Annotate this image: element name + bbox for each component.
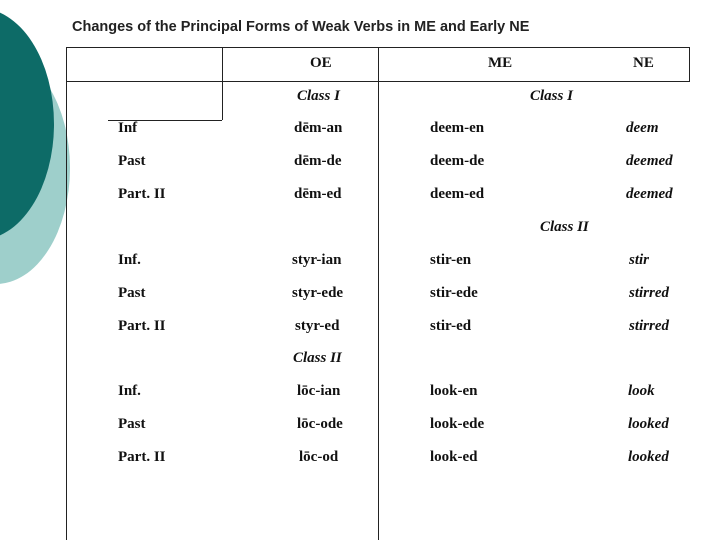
row-label: Inf: [118, 120, 138, 136]
me-form: look-en: [430, 383, 478, 399]
row-label: Part. II: [118, 449, 166, 465]
ne-form: look: [628, 383, 655, 399]
row-label: Past: [118, 416, 146, 432]
table-right-rule: [689, 47, 690, 81]
ne-form: deem: [626, 120, 659, 136]
table-left-rule: [66, 47, 67, 540]
oe-form: dēm-ed: [294, 186, 342, 202]
header-oe: OE: [310, 55, 332, 71]
row-label: Inf.: [118, 383, 141, 399]
row-label: Part. II: [118, 318, 166, 334]
me-form: stir-ede: [430, 285, 478, 301]
row-label: Inf.: [118, 252, 141, 268]
me-form: deem-de: [430, 153, 485, 169]
oe-form: lōc-ode: [297, 416, 343, 432]
header-ne: NE: [633, 55, 654, 71]
ne-form: deemed: [626, 186, 673, 202]
slide-title: Changes of the Principal Forms of Weak Verbs in ME and Early NE: [72, 19, 530, 35]
oe-form: lōc-ian: [297, 383, 341, 399]
oe-class2-label: Class II: [293, 350, 342, 366]
oe-form: lōc-od: [299, 449, 339, 465]
row-label: Part. II: [118, 186, 166, 202]
me-form: look-ede: [430, 416, 485, 432]
ne-form: stirred: [629, 318, 670, 334]
me-form: deem-ed: [430, 186, 485, 202]
oe-form: dēm-de: [294, 153, 342, 169]
oe-column-rule: [222, 47, 223, 120]
me-form: stir-en: [430, 252, 472, 268]
ne-form: deemed: [626, 153, 673, 169]
oe-form: styr-ede: [292, 285, 344, 301]
me-form: deem-en: [430, 120, 485, 136]
oe-form: dēm-an: [294, 120, 343, 136]
me-class1-label: Class I: [530, 88, 573, 104]
me-form: look-ed: [430, 449, 478, 465]
me-column-rule: [378, 47, 379, 540]
oe-class1-label: Class I: [297, 88, 340, 104]
me-class2-label: Class II: [540, 219, 589, 235]
me-form: stir-ed: [430, 318, 472, 334]
row-label: Past: [118, 153, 146, 169]
oe-form: styr-ed: [295, 318, 340, 334]
ne-form: stirred: [629, 285, 670, 301]
ne-form: looked: [628, 449, 669, 465]
header-me: ME: [488, 55, 513, 71]
ne-form: looked: [628, 416, 669, 432]
ne-form: stir: [629, 252, 650, 268]
oe-form: styr-ian: [292, 252, 342, 268]
row-label: Past: [118, 285, 146, 301]
